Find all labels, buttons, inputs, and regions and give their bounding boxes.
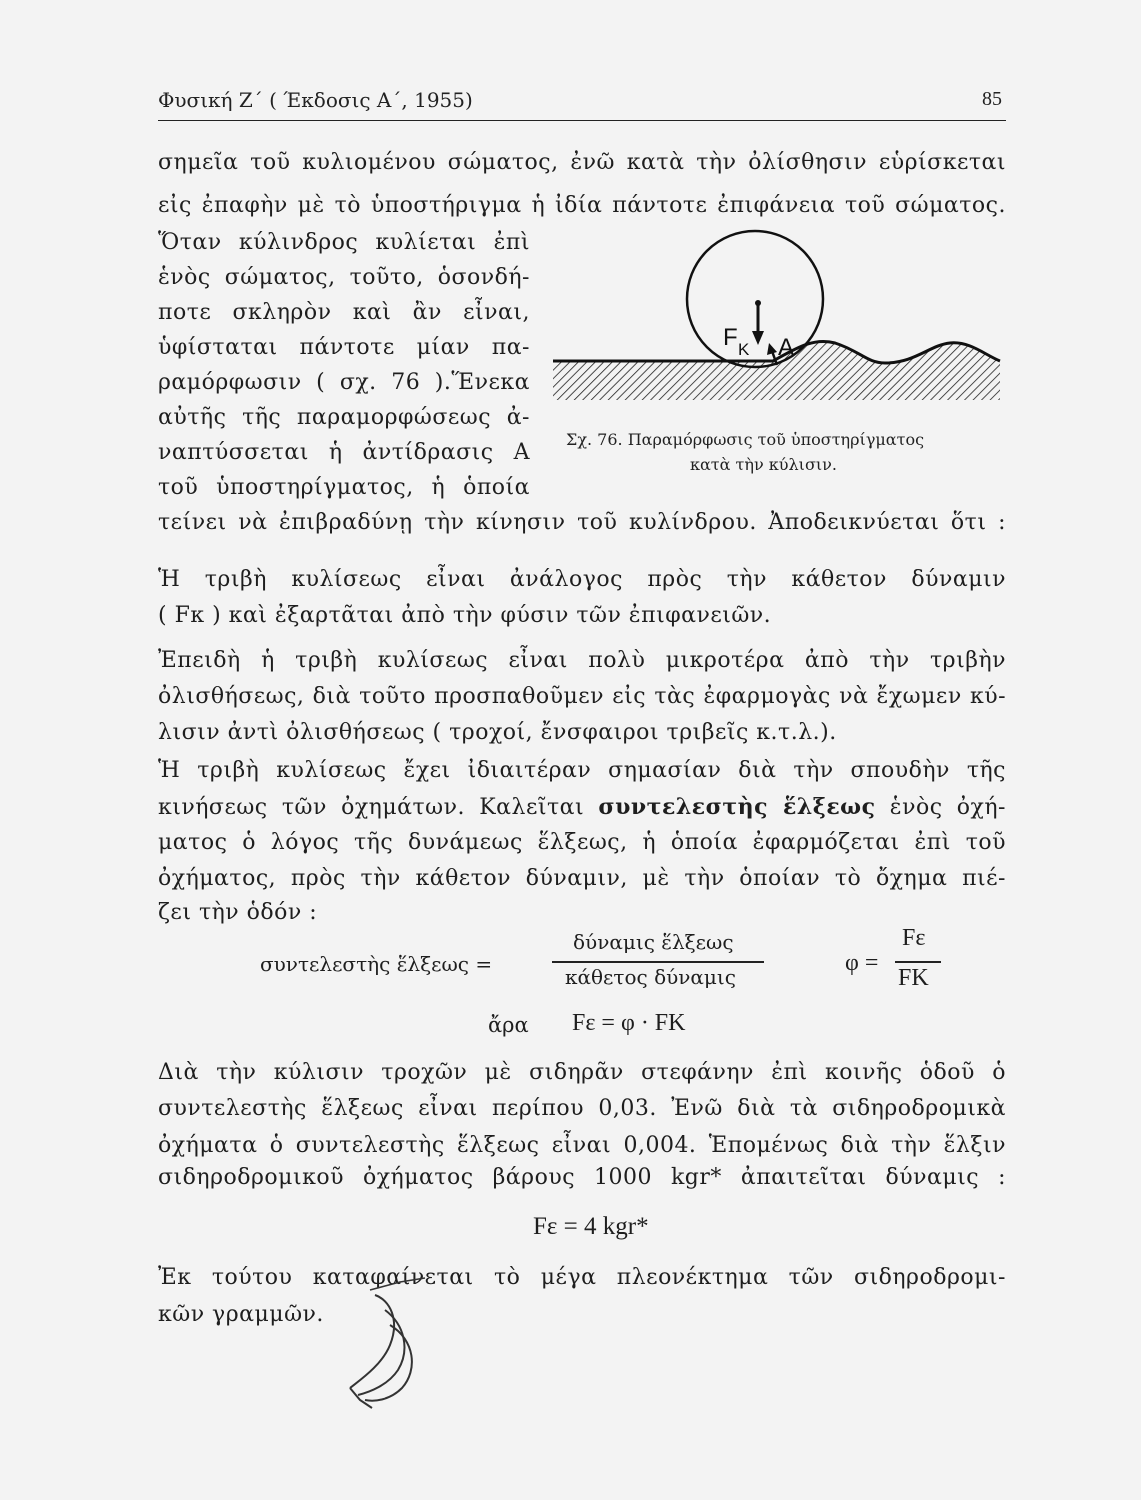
cylinder xyxy=(687,231,823,367)
text-line: τείνει νὰ ἐπιβραδύνῃ τὴν κίνησιν τοῦ κυλίνδρου. Ἀποδεικνύεται ὅτι : xyxy=(158,510,1006,535)
text-line: ὀχήματα ὁ συντελεστὴς ἕλξεως εἶναι 0,004. Ἑπομένως διὰ τὴν ἕλξιν xyxy=(158,1133,1006,1158)
text-span: κινήσεως τῶν ὀχημάτων. Καλεῖται xyxy=(158,795,599,820)
text-line: κῶν γραμμῶν. xyxy=(158,1302,324,1327)
law-statement: Ἡ τριβὴ κυλίσεως εἶναι ἀνάλογος πρὸς τὴν κάθετον δύναμιν xyxy=(158,567,1006,592)
term-bold: συντελεστὴς ἕλξεως xyxy=(598,794,876,820)
phi-denominator: FΚ xyxy=(898,965,929,991)
ara-expression: Fε = φ · FΚ xyxy=(572,1010,686,1036)
equation-force: Fε = 4 kgr* xyxy=(533,1213,649,1240)
text-line: ζει τὴν ὁδόν : xyxy=(158,900,318,925)
text-line: συντελεστὴς ἕλξεως εἶναι περίπου 0,03. Ἐνῶ διὰ τὰ σιδηροδρομικὰ xyxy=(158,1096,1006,1121)
page-number: 85 xyxy=(982,88,1002,110)
figure-caption-continued: κατὰ τὴν κύλισιν. xyxy=(690,455,837,474)
fraction-bar xyxy=(552,961,764,963)
text-line: ναπτύσσεται ἡ ἀντίδρασις Α xyxy=(158,440,530,465)
text-line xyxy=(158,794,1006,820)
figure-caption: Σχ. 76. Παραμόρφωσις τοῦ ὑποστηρίγματος xyxy=(566,430,925,449)
text-line: ραμόρφωσιν ( σχ. 76 ).Ἕνεκα xyxy=(158,370,530,395)
page-header xyxy=(158,88,1006,121)
text-line: σημεῖα τοῦ κυλιομένου σώματος, ἐνῶ κατὰ τὴν ὀλίσθησιν εὑρίσκεται xyxy=(158,150,1006,175)
formula-numerator: δύναμις ἕλξεως xyxy=(573,930,734,954)
text-line: λισιν ἀντὶ ὀλισθήσεως ( τροχοί, ἔνσφαιροι τριβεῖς κ.τ.λ.). xyxy=(158,720,837,745)
text-line: Ἡ τριβὴ κυλίσεως ἔχει ἰδιαιτέραν σημασίαν διὰ τὴν σπουδὴν τῆς xyxy=(158,758,1006,783)
ground-hatching xyxy=(553,341,1000,400)
label-a: Α xyxy=(778,334,795,361)
text-line: σιδηροδρομικοῦ ὀχήματος βάρους 1000 kgr* ἀπαιτεῖται δύναμις : xyxy=(158,1165,1006,1190)
label-fk: F xyxy=(723,324,738,351)
text-line: Διὰ τὴν κύλισιν τροχῶν μὲ σιδηρᾶν στεφάνην ἐπὶ κοινῆς ὁδοῦ ὁ xyxy=(158,1060,1006,1085)
formula-denominator: κάθετος δύναμις xyxy=(565,965,736,989)
text-line: ὑφίσταται πάντοτε μίαν πα- xyxy=(158,335,530,360)
text-line: αὐτῆς τῆς παραμορφώσεως ἀ- xyxy=(158,405,530,430)
text-span: ἑνὸς ὀχή- xyxy=(875,795,1006,820)
text-line: Ἐπειδὴ ἡ τριβὴ κυλίσεως εἶναι πολὺ μικροτέρα ἀπὸ τὴν τριβὴν xyxy=(158,648,1006,673)
text-line: εἰς ἐπαφὴν μὲ τὸ ὑποστήριγμα ἡ ἰδία πάντοτε ἐπιφάνεια τοῦ σώματος. xyxy=(158,193,1006,218)
text-line: ὀχήματος, πρὸς τὴν κάθετον δύναμιν, μὲ τὴν ὁποίαν τὸ ὄχημα πιέ- xyxy=(158,866,1006,891)
text-line: τοῦ ὑποστηρίγματος, ἡ ὁποία xyxy=(158,475,530,500)
text-line: ἑνὸς σώματος, τοῦτο, ὁσονδή- xyxy=(158,265,530,290)
phi-numerator: Fε xyxy=(902,925,926,951)
figure-76 xyxy=(545,225,1015,425)
pencil-mark-icon xyxy=(330,1270,440,1420)
text-line: ὀλισθήσεως, διὰ τοῦτο προσπαθοῦμεν εἰς τὰς ἐφαρμογὰς νὰ ἔχωμεν κύ- xyxy=(158,684,1006,709)
phi-lhs: φ = xyxy=(845,950,879,976)
phi-fraction-bar xyxy=(895,961,941,963)
text-line: Ἐκ τούτου καταφαίνεται τὸ μέγα πλεονέκτημα τῶν σιδηροδρομι- xyxy=(158,1265,1006,1290)
text-line: ποτε σκληρὸν καὶ ἂν εἶναι, xyxy=(158,300,530,325)
label-fk-subscript: Κ xyxy=(738,340,750,359)
text-line: ματος ὁ λόγος τῆς δυνάμεως ἕλξεως, ἡ ὁποία ἐφαρμόζεται ἐπὶ τοῦ xyxy=(158,830,1006,855)
law-statement: ( Fκ ) καὶ ἐξαρτᾶται ἀπὸ τὴν φύσιν τῶν ἐπιφανειῶν. xyxy=(158,603,772,628)
ara-word: ἄρα xyxy=(488,1013,529,1037)
formula-lhs: συντελεστὴς ἕλξεως = xyxy=(260,952,493,976)
header-title: Φυσική Ζ΄ ( Έκδοσις Α΄, 1955) xyxy=(158,88,473,112)
text-line: Ὅταν κύλινδρος κυλίεται ἐπὶ xyxy=(158,230,530,255)
